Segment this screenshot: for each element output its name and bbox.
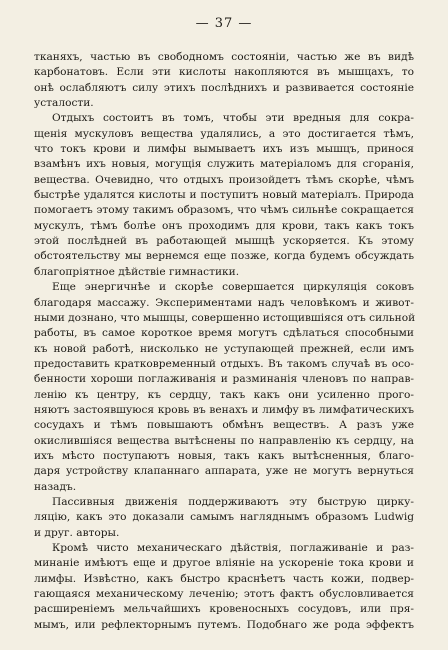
body-text [34,50,414,633]
text-line: быстрѣе удалятся кислоты и поступитъ новый матерiалъ. Природа [34,189,414,202]
text-line: мымъ, или рефлекторнымъ путемъ. Подобнаго же рода эффектъ [34,618,414,631]
text-line: и друг. авторы. [34,526,120,539]
text-line: ляцiю, какъ это доказали самымъ нагляднымъ образомъ Ludwig [34,511,414,524]
text-line: бенности хороши поглаживанiя и разминанiя членовъ по направ- [34,373,414,386]
text-line: даря устройству клапаннаго аппарата, уже не могутъ вернуться [34,465,414,478]
text-line: Пассивныя движенiя поддерживаютъ эту быструю цирку- [52,495,414,508]
text-line: мускулъ, тѣмъ болѣе онъ проходимъ для крови, такъ какъ токъ [34,219,414,232]
page-number: — 37 — [195,16,253,31]
text-line: онѣ ослабляютъ силу этихъ послѣднихъ и развивается состоянiе [34,81,414,94]
text-line: къ новой работѣ, нисколько не уступающей прежней, если имъ [34,342,414,355]
paragraph [34,280,414,495]
text-line: обстоятельству мы вернемся еще позже, когда будемъ обсуждать [34,250,414,263]
text-line: Еще энергичнѣе и скорѣе совершается циркуляцiя соковъ [52,281,414,294]
text-line: этой послѣдней въ работающей мышцѣ ускоряется. Къ этому [34,235,414,248]
text-line: благопрiятное дѣйствiе гимнастики. [34,265,240,278]
text-line: сосудахъ и тѣмъ повышаютъ обмѣнъ веществъ. А разъ уже [34,419,414,432]
text-line: тканяхъ, частью въ свободномъ состоянiи, частью же въ видѣ [34,51,414,63]
paragraph [34,495,414,541]
text-line: Кромѣ чисто механическаго дѣйствiя, поглаживанiе и раз- [52,542,414,554]
text-line: помогаетъ этому такимъ образомъ, что чѣмъ сильнѣе сокращается [34,204,414,217]
text-line: карбонатовъ. Если эти кислоты накопляются въ мышцахъ, то [34,66,414,79]
text-line: минанiе имѣютъ еще и другое влiянiе на ускоренiе тока крови и [34,557,414,570]
text-line: ихъ мѣсто поступаютъ новыя, такъ какъ вытѣсненныя, благо- [34,449,414,462]
text-line: няютъ застоявшуюся кровь въ венахъ и лимфу въ лимфатическихъ [34,403,414,416]
text-line: усталости. [34,97,94,110]
text-line: благодаря массажу. Экспериментами надъ человѣкомъ и живот- [34,296,414,309]
text-line: вещества. Очевидно, что отдыхъ произойдетъ тѣмъ скорѣе, чѣмъ [34,173,414,186]
text-line: расширенiемъ мельчайшихъ кровеносныхъ сосудовъ, или пря- [34,603,414,616]
text-line: ными дознано, что мышцы, совершенно истощившiяся отъ сильной [34,311,416,324]
text-line: щенiя мускуловъ вещества удалялись, а это достигается тѣмъ, [34,127,414,140]
paragraph [34,111,414,280]
text-line: назадъ. [34,480,77,493]
text-line: взамѣнъ ихъ новыя, могущiя служить матерiаломъ для сгоранiя, [34,158,414,171]
paragraph [34,50,414,111]
text-line: Отдыхъ состоитъ въ томъ, чтобы эти вредныя для сокра- [52,112,414,125]
text-line: окислившiяся вещества вытѣснены по направленiю къ сердцу, на [34,434,414,447]
text-line: что токъ крови и лимфы вымываетъ ихъ изъ мышцъ, принося [34,143,414,156]
text-line: лимфы. Извѣстно, какъ быстро краснѣетъ часть кожи, подвер- [34,572,414,585]
paragraph [34,541,414,633]
text-line: работы, въ самое короткое время могутъ сдѣлаться способными [34,327,414,340]
text-line: ленiю къ центру, къ сердцу, такъ какъ они усиленно прого- [34,388,414,401]
text-line: гающаяся механическому леченiю; этотъ фактъ обусловливается [34,588,414,601]
text-line: предоставить кратковременный отдыхъ. Въ такомъ случаѣ въ осо- [34,357,414,370]
